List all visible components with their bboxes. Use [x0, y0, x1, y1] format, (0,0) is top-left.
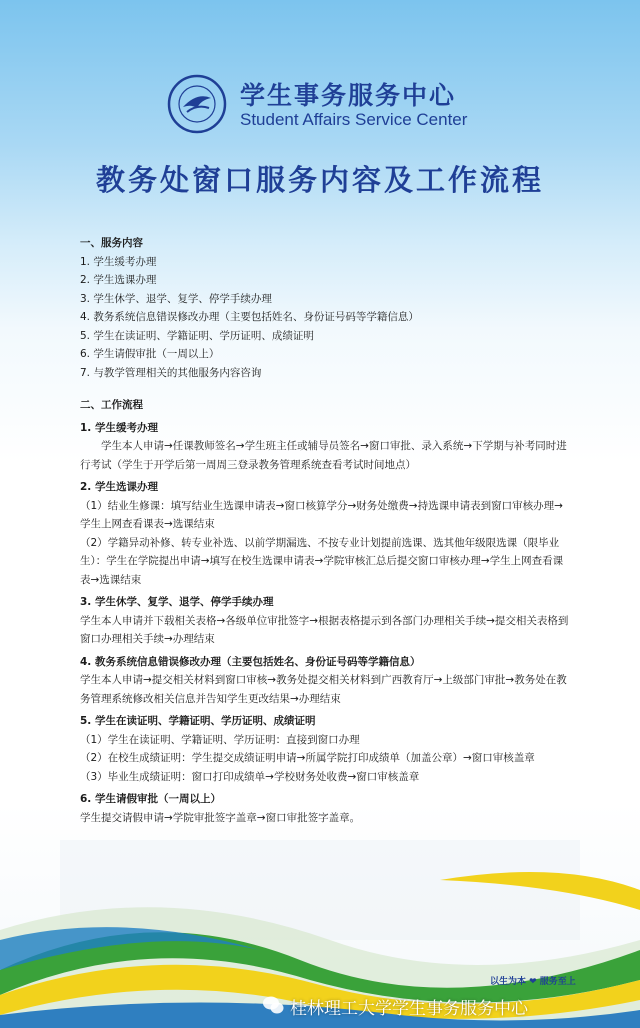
page-title: 教务处窗口服务内容及工作流程	[95, 163, 544, 197]
service-item: 2. 学生选课办理	[80, 274, 157, 286]
section-heading-services: 一、服务内容	[80, 237, 143, 249]
flow-text: 学生本人申请并下载相关表格→各级单位审批签字→根据表格提示到各部门办理相关手续→提交相关表格到窗口办理相关手续→办理结束	[80, 614, 569, 645]
flow-title: 1. 学生缓考办理	[80, 421, 158, 434]
section-heading-workflow: 二、工作流程	[80, 399, 143, 411]
flow-title: 6. 学生请假审批（一周以上）	[80, 793, 221, 805]
watermark-text: 桂林理工大学学生事务服务中心	[290, 999, 528, 1019]
org-name-english: Student Affairs Service Center	[240, 110, 468, 129]
service-item: 1. 学生缓考办理	[80, 255, 157, 268]
flow-title: 5. 学生在读证明、学籍证明、学历证明、成绩证明	[80, 715, 316, 727]
header	[0, 74, 640, 134]
flow-text: 学生本人申请→任课教师签名→学生班主任或辅导员签名→窗口审批、录入系统→下学期与补考同时进行考试（学生于开学后第一周周三登录教务管理系统查看考试时间地点）	[80, 440, 567, 471]
service-item: 4. 教务系统信息错误修改办理（主要包括姓名、身份证号码等学籍信息）	[80, 311, 419, 323]
flow-text: 学生本人申请→提交相关材料到窗口审核→教务处提交相关材料到广西教育厅→上级部门审批→教务处在教务管理系统修改相关信息并告知学生更改结果→办理结束	[80, 674, 567, 705]
service-item: 3. 学生休学、退学、复学、停学手续办理	[80, 292, 272, 305]
flow-title: 2. 学生选课办理	[80, 481, 158, 493]
flow-text: （2）在校生成绩证明：学生提交成绩证明申请→所属学院打印成绩单（加盖公章）→窗口审核盖章	[80, 752, 535, 764]
university-seal-logo	[167, 74, 227, 134]
flow-text: （2）学籍异动补修、转专业补选、以前学期漏选、不按专业计划提前选课、选其他年级限选课（限毕业生）：学生在学院提出申请→填写在校生选课申请表→学院审核汇总后提交窗口审核办理→学生上网查看课表→选课结束	[80, 536, 564, 586]
flow-text: （1）结业生修课：填写结业生选课申请表→窗口核算学分→财务处缴费→持选课申请表到窗口审核办理→学生上网查看课表→选课结束	[80, 499, 563, 530]
flow-title: 3. 学生休学、复学、退学、停学手续办理	[80, 596, 274, 608]
document-body	[80, 234, 570, 827]
slogan: 以生为本 ❤ 服务至上	[490, 977, 576, 987]
wechat-icon	[262, 995, 284, 1015]
service-item: 7. 与教学管理相关的其他服务内容咨询	[80, 366, 262, 379]
flow-text: 学生提交请假申请→学院审批签字盖章→窗口审批签字盖章。	[80, 811, 361, 824]
flow-text: （3）毕业生成绩证明：窗口打印成绩单→学校财务处收费→窗口审核盖章	[80, 770, 420, 783]
org-name-chinese: 学生事务服务中心	[240, 81, 457, 110]
service-item: 6. 学生请假审批（一周以上）	[80, 348, 220, 360]
service-item: 5. 学生在读证明、学籍证明、学历证明、成绩证明	[80, 329, 314, 342]
flow-text: （1）学生在读证明、学籍证明、学历证明：直接到窗口办理	[80, 733, 360, 746]
flow-title: 4. 教务系统信息错误修改办理（主要包括姓名、身份证号码等学籍信息）	[80, 655, 421, 668]
